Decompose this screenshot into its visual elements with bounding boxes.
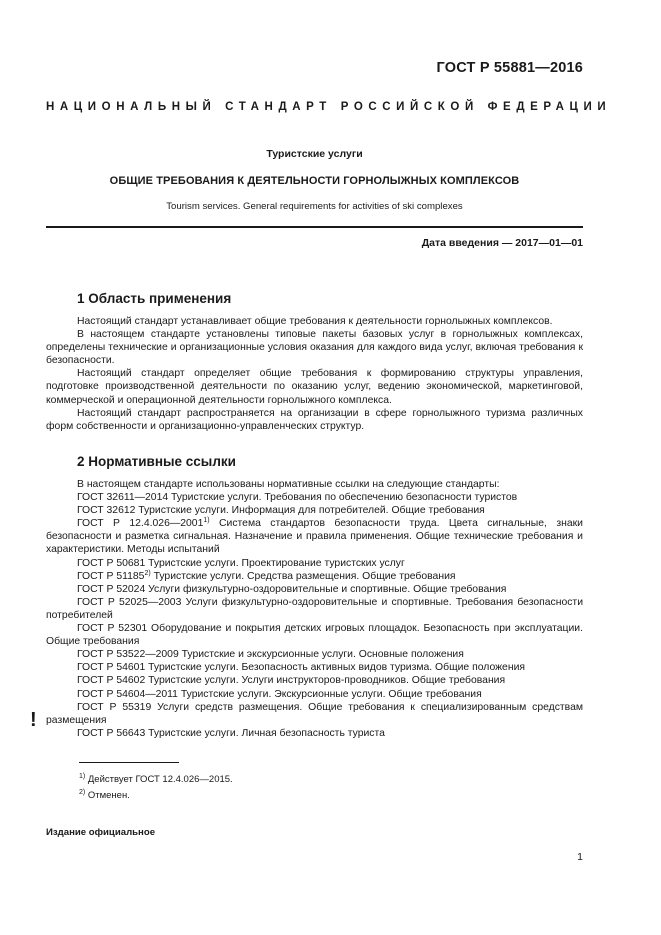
reference-item: ГОСТ Р 54604—2011 Туристские услуги. Экскурсионные услуги. Общие требования [77, 688, 482, 700]
reference-item: ГОСТ Р 52301 Оборудование и покрытия детских игровых площадок. Безопасность при эксплуатации. Общие требования [46, 623, 583, 648]
footnote [79, 772, 233, 788]
reference-code: ГОСТ Р 51185 [77, 570, 145, 582]
reference-item: ГОСТ Р 56643 Туристские услуги. Личная безопасность туриста [77, 727, 385, 739]
footnote-marker: 1) [203, 517, 210, 525]
reference-item: ГОСТ Р 53522—2009 Туристские и экскурсионные услуги. Основные положения [77, 649, 464, 661]
footnote [79, 788, 233, 804]
reference-item: ГОСТ Р 55319 Услуги средств размещения. Общие требования к специализированным средствам размещения [46, 701, 583, 726]
reference-text: Туристские услуги. Средства размещения. Общие требования [150, 570, 456, 582]
footnote-mark: 2) [79, 789, 86, 796]
paragraph: Настоящий стандарт определяет общие требования к формированию структуры управления, подготовке производственной деятельности по оказанию услуг, ведению экономической, маркетинговой, коммерческой и операционной деятельности горнолыжного комплекса. [46, 368, 583, 406]
page-number: 1 [577, 851, 583, 863]
national-standard-heading: НАЦИОНАЛЬНЫЙ СТАНДАРТ РОССИЙСКОЙ ФЕДЕРАЦИИ [46, 101, 612, 113]
footnote-mark: 1) [79, 773, 86, 780]
reference-item: ГОСТ Р 54601 Туристские услуги. Безопасность активных видов туризма. Общие положения [77, 662, 526, 674]
title-divider [46, 226, 583, 228]
reference-item [46, 570, 583, 583]
reference-code: ГОСТ Р 12.4.026—2001 [77, 518, 204, 530]
reference-item: ГОСТ 32611—2014 Туристские услуги. Требования по обеспечению безопасности туристов [77, 492, 518, 504]
footnote-marker: 2) [144, 569, 151, 577]
paragraph: В настоящем стандарте использованы нормативные ссылки на следующие стандарты: [77, 479, 500, 490]
reference-item: ГОСТ Р 50681 Туристские услуги. Проектирование туристских услуг [77, 557, 405, 569]
paragraph: Настоящий стандарт распространяется на организации в сфере горнолыжного туризма различных форм собственности и организационно-управленческих структур. [46, 407, 583, 432]
paragraph: В настоящем стандарте установлены типовые пакеты базовых услуг в горнолыжных комплексах, определены технические и организационные условия оказания для каждого вида услуг, включая требования к безопасности. [46, 329, 583, 367]
footnote-divider [79, 762, 179, 763]
margin-exclamation-mark: ! [30, 709, 37, 731]
effective-date: Дата введения — 2017—01—01 [421, 237, 583, 249]
document-title: ОБЩИЕ ТРЕБОВАНИЯ К ДЕЯТЕЛЬНОСТИ ГОРНОЛЫЖНЫХ КОМПЛЕКСОВ [109, 175, 520, 187]
reference-text: Система стандартов безопасности труда. Цвета сигнальные, знаки безопасности и разметка сигнальная. Назначение и правила применения. Общие технические требования и характеристики. Методы испытаний [46, 518, 583, 556]
reference-item [46, 517, 583, 556]
reference-item: ГОСТ Р 52024 Услуги физкультурно-оздоровительные и спортивные. Общие требования [77, 583, 507, 595]
section-1-body [46, 315, 583, 433]
section-1-heading: 1 Область применения [77, 291, 232, 306]
reference-item: ГОСТ Р 54602 Туристские услуги. Услуги инструкторов-проводников. Общие требования [77, 675, 506, 687]
footnote-text: Действует ГОСТ 12.4.026—2015. [85, 774, 233, 785]
reference-item: ГОСТ 32612 Туристские услуги. Информация для потребителей. Общие требования [77, 505, 485, 517]
section-2-body [46, 478, 583, 740]
reference-item: ГОСТ Р 52025—2003 Услуги физкультурно-оздоровительные и спортивные. Требования безопасности потребителей [46, 596, 583, 621]
footnotes [79, 772, 233, 804]
document-title-english: Tourism services. General requirements for activities of ski complexes [166, 201, 463, 212]
document-code: ГОСТ Р 55881—2016 [436, 60, 583, 76]
footnote-text: Отменен. [85, 790, 130, 801]
paragraph: Настоящий стандарт устанавливает общие требования к деятельности горнолыжных комплексов. [77, 316, 553, 327]
section-2-heading: 2 Нормативные ссылки [77, 454, 236, 469]
official-edition-label: Издание официальное [46, 827, 156, 838]
series-title: Туристские услуги [266, 148, 363, 160]
